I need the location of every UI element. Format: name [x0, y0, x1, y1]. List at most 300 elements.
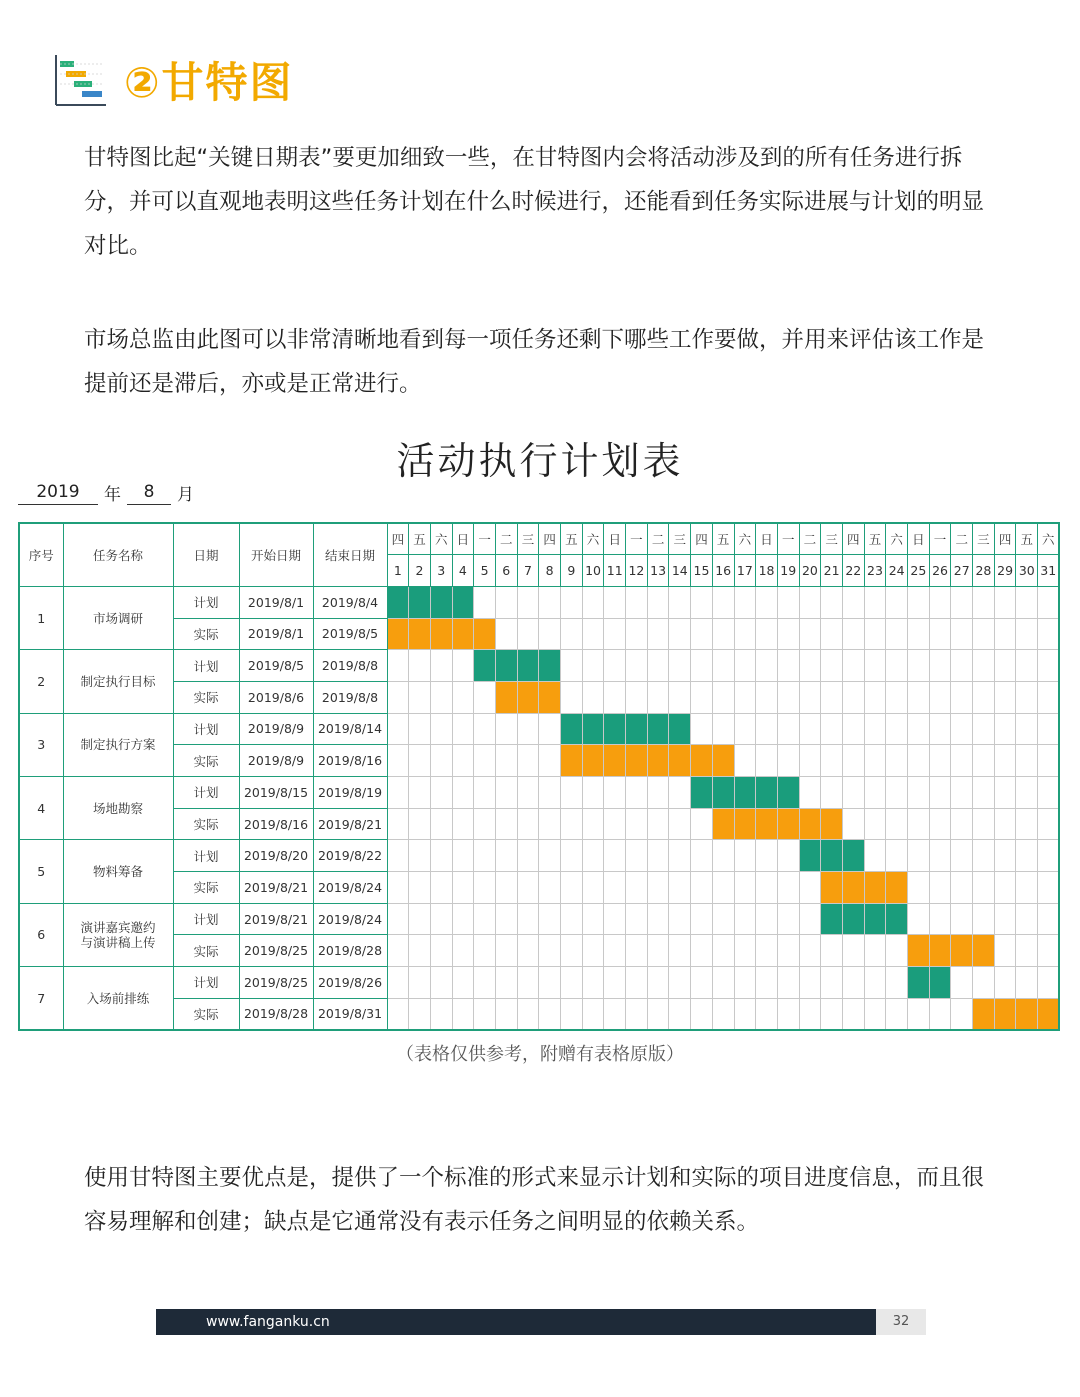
day-number-cell: 23 [864, 555, 886, 587]
day-cell [626, 650, 648, 682]
day-cell [842, 745, 864, 777]
day-cell [929, 713, 951, 745]
day-cell [951, 681, 973, 713]
day-cell [1038, 935, 1060, 967]
day-cell [951, 872, 973, 904]
gantt-row-actual [19, 618, 1059, 650]
actual-bar-cell [647, 745, 669, 777]
actual-bar-cell [994, 998, 1016, 1030]
day-cell [561, 618, 583, 650]
plan-bar-cell [691, 777, 713, 809]
day-cell [1016, 967, 1038, 999]
date-type-cell: 实际 [173, 935, 239, 967]
day-cell [994, 650, 1016, 682]
day-cell [712, 618, 734, 650]
gantt-row-actual [19, 681, 1059, 713]
day-cell [626, 998, 648, 1030]
day-cell [495, 935, 517, 967]
day-cell [582, 777, 604, 809]
day-cell [691, 998, 713, 1030]
day-cell [777, 872, 799, 904]
day-cell [1038, 808, 1060, 840]
day-cell [994, 586, 1016, 618]
plan-bar-cell [474, 650, 496, 682]
day-cell [409, 967, 431, 999]
plan-bar-cell [495, 650, 517, 682]
day-cell [539, 777, 561, 809]
start-date-cell: 2019/8/16 [239, 808, 313, 840]
day-cell [821, 681, 843, 713]
weekday-cell: 四 [994, 523, 1016, 555]
weekday-cell: 日 [756, 523, 778, 555]
day-cell [561, 967, 583, 999]
day-cell [973, 903, 995, 935]
day-cell [1038, 840, 1060, 872]
day-cell [474, 745, 496, 777]
day-cell [864, 618, 886, 650]
day-cell [973, 840, 995, 872]
day-cell [387, 713, 409, 745]
day-cell [908, 808, 930, 840]
day-cell [626, 681, 648, 713]
day-cell [886, 967, 908, 999]
day-cell [886, 681, 908, 713]
day-cell [908, 713, 930, 745]
plan-bar-cell [821, 840, 843, 872]
header-date-type: 日期 [173, 523, 239, 586]
usage-paragraph: 市场总监由此图可以非常清晰地看到每一项任务还剩下哪些工作要做，并用来评估该工作是提前还是滞后，亦或是正常进行。 [84, 327, 985, 397]
day-cell [626, 808, 648, 840]
day-cell [712, 967, 734, 999]
weekday-cell: 三 [821, 523, 843, 555]
day-cell [669, 998, 691, 1030]
task-seq: 4 [19, 777, 63, 840]
plan-bar-cell [864, 903, 886, 935]
day-cell [864, 650, 886, 682]
end-date-cell: 2019/8/31 [313, 998, 387, 1030]
day-cell [604, 586, 626, 618]
day-cell [561, 650, 583, 682]
day-cell [799, 681, 821, 713]
day-cell [777, 745, 799, 777]
day-cell [430, 681, 452, 713]
day-cell [647, 808, 669, 840]
gantt-row-plan [19, 840, 1059, 872]
day-cell [1038, 777, 1060, 809]
day-cell [669, 618, 691, 650]
date-type-cell: 计划 [173, 903, 239, 935]
day-cell [582, 808, 604, 840]
day-cell [864, 586, 886, 618]
day-number-cell: 7 [517, 555, 539, 587]
day-cell [409, 872, 431, 904]
day-cell [582, 650, 604, 682]
day-cell [994, 872, 1016, 904]
day-cell [973, 872, 995, 904]
actual-bar-cell [495, 681, 517, 713]
day-cell [474, 998, 496, 1030]
start-date-cell: 2019/8/20 [239, 840, 313, 872]
day-cell [756, 935, 778, 967]
day-cell [712, 713, 734, 745]
day-cell [734, 967, 756, 999]
plan-bar-cell [452, 586, 474, 618]
actual-bar-cell [1038, 998, 1060, 1030]
day-cell [994, 681, 1016, 713]
day-cell [929, 840, 951, 872]
gantt-row-actual [19, 998, 1059, 1030]
start-date-cell: 2019/8/25 [239, 967, 313, 999]
end-date-cell: 2019/8/4 [313, 586, 387, 618]
day-cell [387, 935, 409, 967]
day-cell [561, 998, 583, 1030]
day-cell [561, 872, 583, 904]
day-cell [821, 713, 843, 745]
day-cell [409, 650, 431, 682]
day-cell [908, 745, 930, 777]
day-cell [1038, 967, 1060, 999]
day-cell [886, 713, 908, 745]
day-cell [561, 840, 583, 872]
day-cell [387, 903, 409, 935]
day-cell [799, 777, 821, 809]
task-seq: 6 [19, 903, 63, 966]
day-cell [669, 650, 691, 682]
plan-bar-cell [842, 903, 864, 935]
day-cell [712, 681, 734, 713]
day-cell [842, 808, 864, 840]
weekday-cell: 二 [495, 523, 517, 555]
day-cell [908, 650, 930, 682]
plan-bar-cell [734, 777, 756, 809]
day-cell [647, 618, 669, 650]
day-cell [929, 777, 951, 809]
actual-bar-cell [517, 681, 539, 713]
weekday-cell: 六 [1038, 523, 1060, 555]
start-date-cell: 2019/8/1 [239, 586, 313, 618]
actual-bar-cell [452, 618, 474, 650]
plan-bar-cell [626, 713, 648, 745]
day-cell [821, 777, 843, 809]
day-cell [929, 586, 951, 618]
day-cell [842, 650, 864, 682]
day-cell [691, 586, 713, 618]
day-cell [886, 998, 908, 1030]
day-cell [821, 998, 843, 1030]
day-cell [647, 872, 669, 904]
end-date-cell: 2019/8/14 [313, 713, 387, 745]
day-cell [929, 650, 951, 682]
plan-bar-cell [712, 777, 734, 809]
actual-bar-cell [756, 808, 778, 840]
gantt-table [18, 522, 1060, 1031]
day-cell [973, 745, 995, 777]
weekday-cell: 四 [539, 523, 561, 555]
day-cell [951, 903, 973, 935]
start-date-cell: 2019/8/28 [239, 998, 313, 1030]
actual-bar-cell [821, 808, 843, 840]
day-cell [582, 586, 604, 618]
day-cell [495, 903, 517, 935]
day-cell [669, 681, 691, 713]
day-cell [691, 650, 713, 682]
actual-bar-cell [973, 935, 995, 967]
day-cell [539, 935, 561, 967]
day-cell [1038, 650, 1060, 682]
day-cell [864, 935, 886, 967]
day-cell [929, 745, 951, 777]
day-cell [604, 840, 626, 872]
task-seq: 7 [19, 967, 63, 1030]
day-cell [430, 967, 452, 999]
day-cell [430, 840, 452, 872]
day-cell [517, 808, 539, 840]
weekday-cell: 日 [452, 523, 474, 555]
end-date-cell: 2019/8/28 [313, 935, 387, 967]
gantt-row-plan [19, 903, 1059, 935]
day-cell [799, 650, 821, 682]
start-date-cell: 2019/8/5 [239, 650, 313, 682]
weekday-cell: 四 [842, 523, 864, 555]
day-cell [517, 840, 539, 872]
day-cell [647, 967, 669, 999]
day-cell [734, 618, 756, 650]
day-cell [929, 808, 951, 840]
day-cell [495, 586, 517, 618]
day-cell [994, 713, 1016, 745]
day-cell [474, 808, 496, 840]
day-number-cell: 2 [409, 555, 431, 587]
day-cell [842, 713, 864, 745]
day-cell [517, 745, 539, 777]
day-cell [777, 998, 799, 1030]
day-cell [756, 840, 778, 872]
day-cell [539, 618, 561, 650]
day-cell [864, 998, 886, 1030]
day-number-cell: 10 [582, 555, 604, 587]
weekday-cell: 六 [582, 523, 604, 555]
gantt-row-actual [19, 935, 1059, 967]
date-type-cell: 计划 [173, 713, 239, 745]
plan-bar-cell [539, 650, 561, 682]
day-cell [799, 998, 821, 1030]
day-number-cell: 12 [626, 555, 648, 587]
actual-bar-cell [604, 745, 626, 777]
day-cell [1016, 618, 1038, 650]
day-number-cell: 9 [561, 555, 583, 587]
day-cell [647, 586, 669, 618]
day-number-cell: 14 [669, 555, 691, 587]
day-cell [842, 681, 864, 713]
day-cell [734, 681, 756, 713]
day-cell [712, 840, 734, 872]
header-start-date: 开始日期 [239, 523, 313, 586]
day-cell [908, 777, 930, 809]
day-number-cell: 26 [929, 555, 951, 587]
day-number-cell: 11 [604, 555, 626, 587]
gantt-row-actual [19, 872, 1059, 904]
day-cell [561, 935, 583, 967]
day-cell [951, 998, 973, 1030]
day-cell [864, 840, 886, 872]
day-cell [452, 808, 474, 840]
actual-bar-cell [669, 745, 691, 777]
day-cell [973, 650, 995, 682]
day-cell [582, 872, 604, 904]
day-cell [929, 681, 951, 713]
day-cell [1038, 745, 1060, 777]
date-type-cell: 计划 [173, 840, 239, 872]
date-type-cell: 实际 [173, 745, 239, 777]
weekday-cell: 日 [908, 523, 930, 555]
end-date-cell: 2019/8/22 [313, 840, 387, 872]
day-number-cell: 8 [539, 555, 561, 587]
day-cell [864, 713, 886, 745]
day-cell [647, 650, 669, 682]
day-cell [951, 713, 973, 745]
day-cell [409, 840, 431, 872]
day-cell [691, 713, 713, 745]
end-date-cell: 2019/8/19 [313, 777, 387, 809]
actual-bar-cell [474, 618, 496, 650]
section-title: ②甘特图 [124, 58, 294, 107]
actual-bar-cell [712, 745, 734, 777]
day-cell [756, 713, 778, 745]
day-cell [647, 998, 669, 1030]
year-value: 2019 [18, 482, 98, 505]
day-cell [474, 586, 496, 618]
actual-bar-cell [430, 618, 452, 650]
day-cell [409, 681, 431, 713]
day-cell [821, 745, 843, 777]
day-cell [799, 713, 821, 745]
day-cell [734, 872, 756, 904]
day-cell [626, 586, 648, 618]
day-cell [1038, 903, 1060, 935]
day-cell [929, 998, 951, 1030]
day-number-cell: 21 [821, 555, 843, 587]
day-cell [604, 903, 626, 935]
plan-bar-cell [582, 713, 604, 745]
end-date-cell: 2019/8/8 [313, 681, 387, 713]
start-date-cell: 2019/8/21 [239, 903, 313, 935]
day-cell [1016, 586, 1038, 618]
day-cell [474, 681, 496, 713]
actual-bar-cell [626, 745, 648, 777]
actual-bar-cell [842, 872, 864, 904]
day-cell [582, 840, 604, 872]
plan-bar-cell [756, 777, 778, 809]
day-cell [973, 681, 995, 713]
day-cell [387, 808, 409, 840]
day-cell [539, 713, 561, 745]
day-cell [561, 903, 583, 935]
weekday-cell: 六 [886, 523, 908, 555]
day-cell [777, 618, 799, 650]
year-month-row [18, 480, 200, 505]
day-cell [908, 586, 930, 618]
header-end-date: 结束日期 [313, 523, 387, 586]
actual-bar-cell [864, 872, 886, 904]
plan-bar-cell [777, 777, 799, 809]
day-cell [517, 777, 539, 809]
day-cell [669, 935, 691, 967]
day-cell [387, 681, 409, 713]
day-cell [1016, 713, 1038, 745]
day-cell [712, 998, 734, 1030]
day-cell [604, 777, 626, 809]
actual-bar-cell [582, 745, 604, 777]
day-number-cell: 3 [430, 555, 452, 587]
actual-bar-cell [691, 745, 713, 777]
day-cell [734, 998, 756, 1030]
day-cell [1038, 618, 1060, 650]
day-cell [1016, 650, 1038, 682]
day-cell [864, 808, 886, 840]
plan-bar-cell [821, 903, 843, 935]
weekday-cell: 四 [387, 523, 409, 555]
start-date-cell: 2019/8/25 [239, 935, 313, 967]
plan-bar-cell [842, 840, 864, 872]
gantt-row-actual [19, 808, 1059, 840]
day-cell [387, 998, 409, 1030]
day-cell [756, 967, 778, 999]
day-cell [973, 713, 995, 745]
weekday-cell: 五 [561, 523, 583, 555]
task-seq: 3 [19, 713, 63, 776]
day-cell [430, 777, 452, 809]
day-cell [409, 713, 431, 745]
day-cell [951, 840, 973, 872]
end-date-cell: 2019/8/24 [313, 903, 387, 935]
day-cell [474, 872, 496, 904]
task-seq: 5 [19, 840, 63, 903]
day-cell [973, 967, 995, 999]
day-cell [973, 618, 995, 650]
plan-bar-cell [561, 713, 583, 745]
day-cell [821, 650, 843, 682]
day-cell [756, 903, 778, 935]
day-cell [604, 808, 626, 840]
day-number-cell: 29 [994, 555, 1016, 587]
plan-bar-cell [799, 840, 821, 872]
plan-bar-cell [430, 586, 452, 618]
day-cell [908, 998, 930, 1030]
task-name: 入场前排练 [63, 967, 173, 1030]
day-cell [452, 713, 474, 745]
actual-bar-cell [712, 808, 734, 840]
day-cell [409, 777, 431, 809]
weekday-cell: 一 [474, 523, 496, 555]
day-cell [1016, 872, 1038, 904]
day-cell [886, 586, 908, 618]
day-cell [474, 777, 496, 809]
day-cell [951, 586, 973, 618]
day-cell [626, 903, 648, 935]
actual-bar-cell [387, 618, 409, 650]
day-cell [669, 586, 691, 618]
weekday-cell: 二 [647, 523, 669, 555]
day-cell [886, 808, 908, 840]
day-cell [842, 998, 864, 1030]
day-cell [756, 681, 778, 713]
day-cell [539, 903, 561, 935]
day-cell [387, 777, 409, 809]
date-type-cell: 实际 [173, 618, 239, 650]
day-cell [452, 681, 474, 713]
day-cell [691, 840, 713, 872]
day-cell [561, 808, 583, 840]
